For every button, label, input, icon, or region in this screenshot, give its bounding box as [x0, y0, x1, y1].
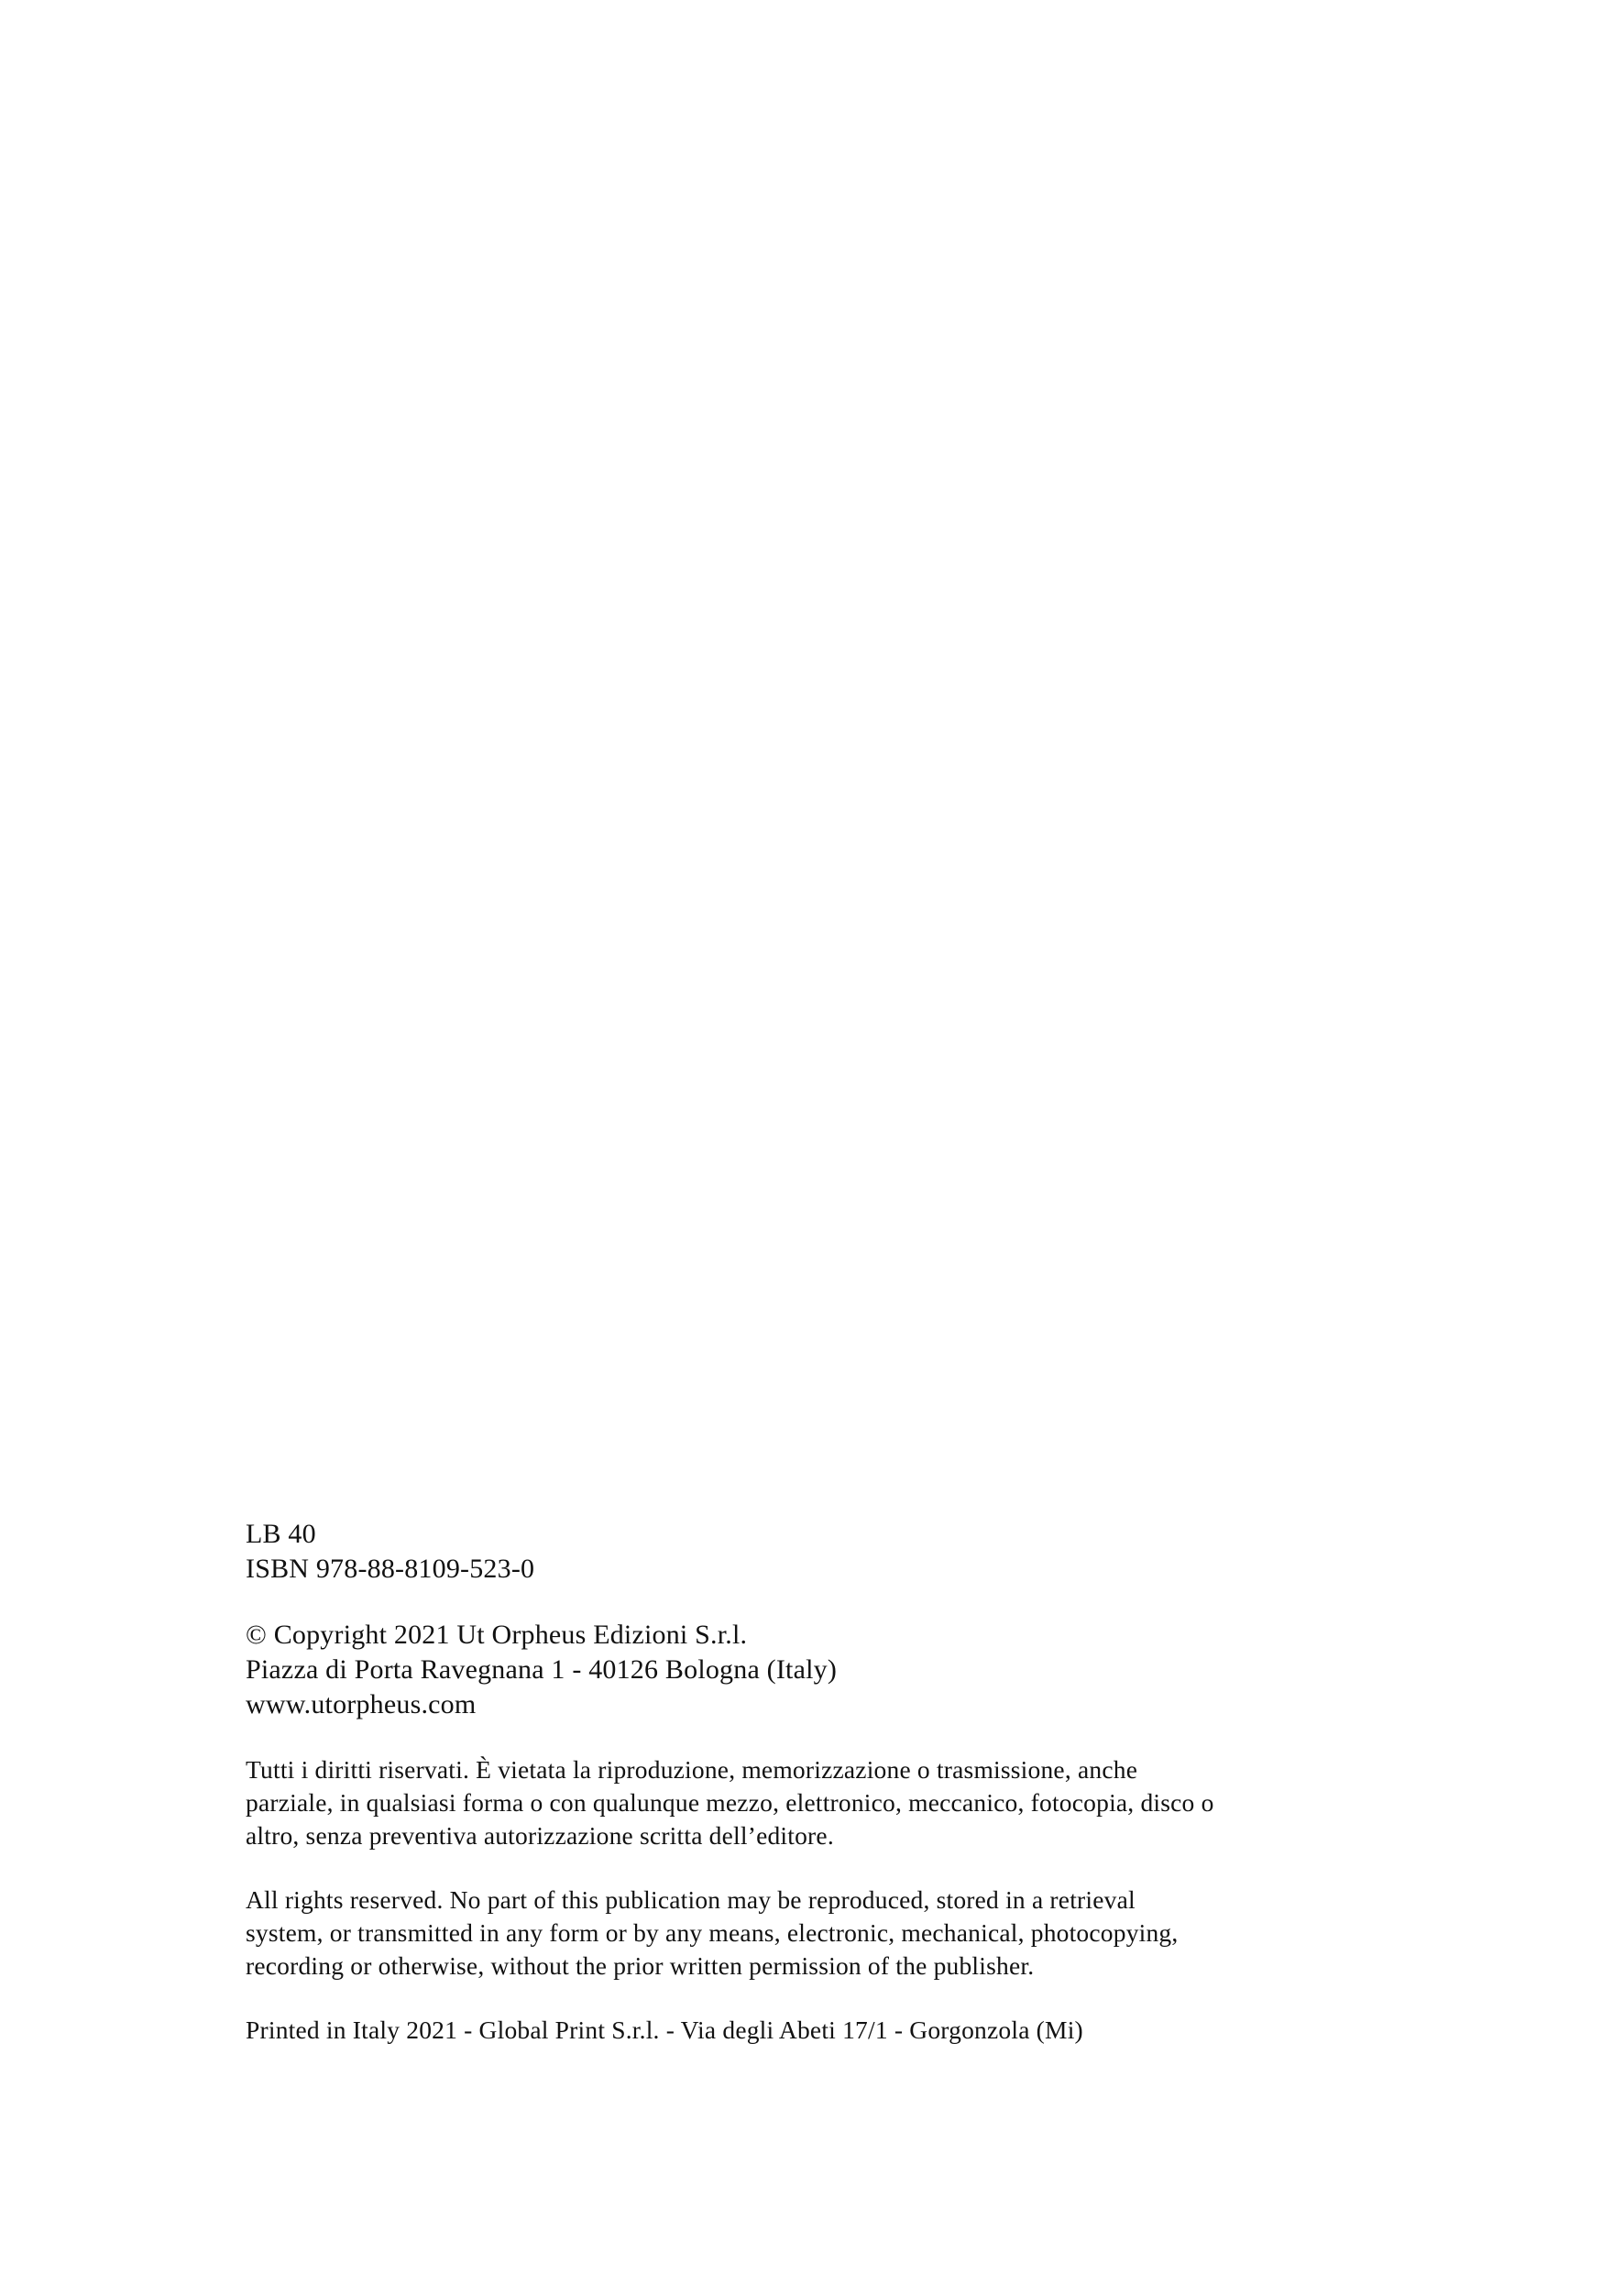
- isbn: ISBN 978-88-8109-523-0: [246, 1554, 535, 1584]
- printing-line: Printed in Italy 2021 - Global Print S.r.l. - Via degli Abeti 17/1 - Gorgonzola (Mi): [246, 2016, 1083, 2044]
- rights-notice-italian: [246, 1753, 1400, 1852]
- printing-info: [246, 2014, 1400, 2047]
- rights-italian-line-3: altro, senza preventiva autorizzazione scritta dell’editore.: [246, 1821, 834, 1850]
- rights-italian-line-1: Tutti i diritti riservati. È vietata la riproduzione, memorizzazione o trasmissione, anche: [246, 1755, 1138, 1784]
- rights-english-line-2: system, or transmitted in any form or by any means, electronic, mechanical, photocopying,: [246, 1918, 1179, 1947]
- catalog-number: LB 40: [246, 1519, 316, 1549]
- rights-notice-english: [246, 1884, 1400, 1983]
- publisher-website: www.utorpheus.com: [246, 1689, 477, 1719]
- copyright-holder: © Copyright 2021 Ut Orpheus Edizioni S.r.l.: [246, 1620, 748, 1650]
- rights-english-line-1: All rights reserved. No part of this publication may be reproduced, stored in a retrieval: [246, 1885, 1136, 1914]
- rights-english-line-3: recording or otherwise, without the prior written permission of the publisher.: [246, 1951, 1035, 1980]
- colophon-block: [246, 1517, 1400, 2047]
- identifier-block: [246, 1517, 1400, 1587]
- publisher-address: Piazza di Porta Ravegnana 1 - 40126 Bologna (Italy): [246, 1654, 838, 1685]
- copyright-block: [246, 1618, 1400, 1722]
- rights-italian-line-2: parziale, in qualsiasi forma o con qualunque mezzo, elettronico, meccanico, fotocopia, disco o: [246, 1788, 1214, 1817]
